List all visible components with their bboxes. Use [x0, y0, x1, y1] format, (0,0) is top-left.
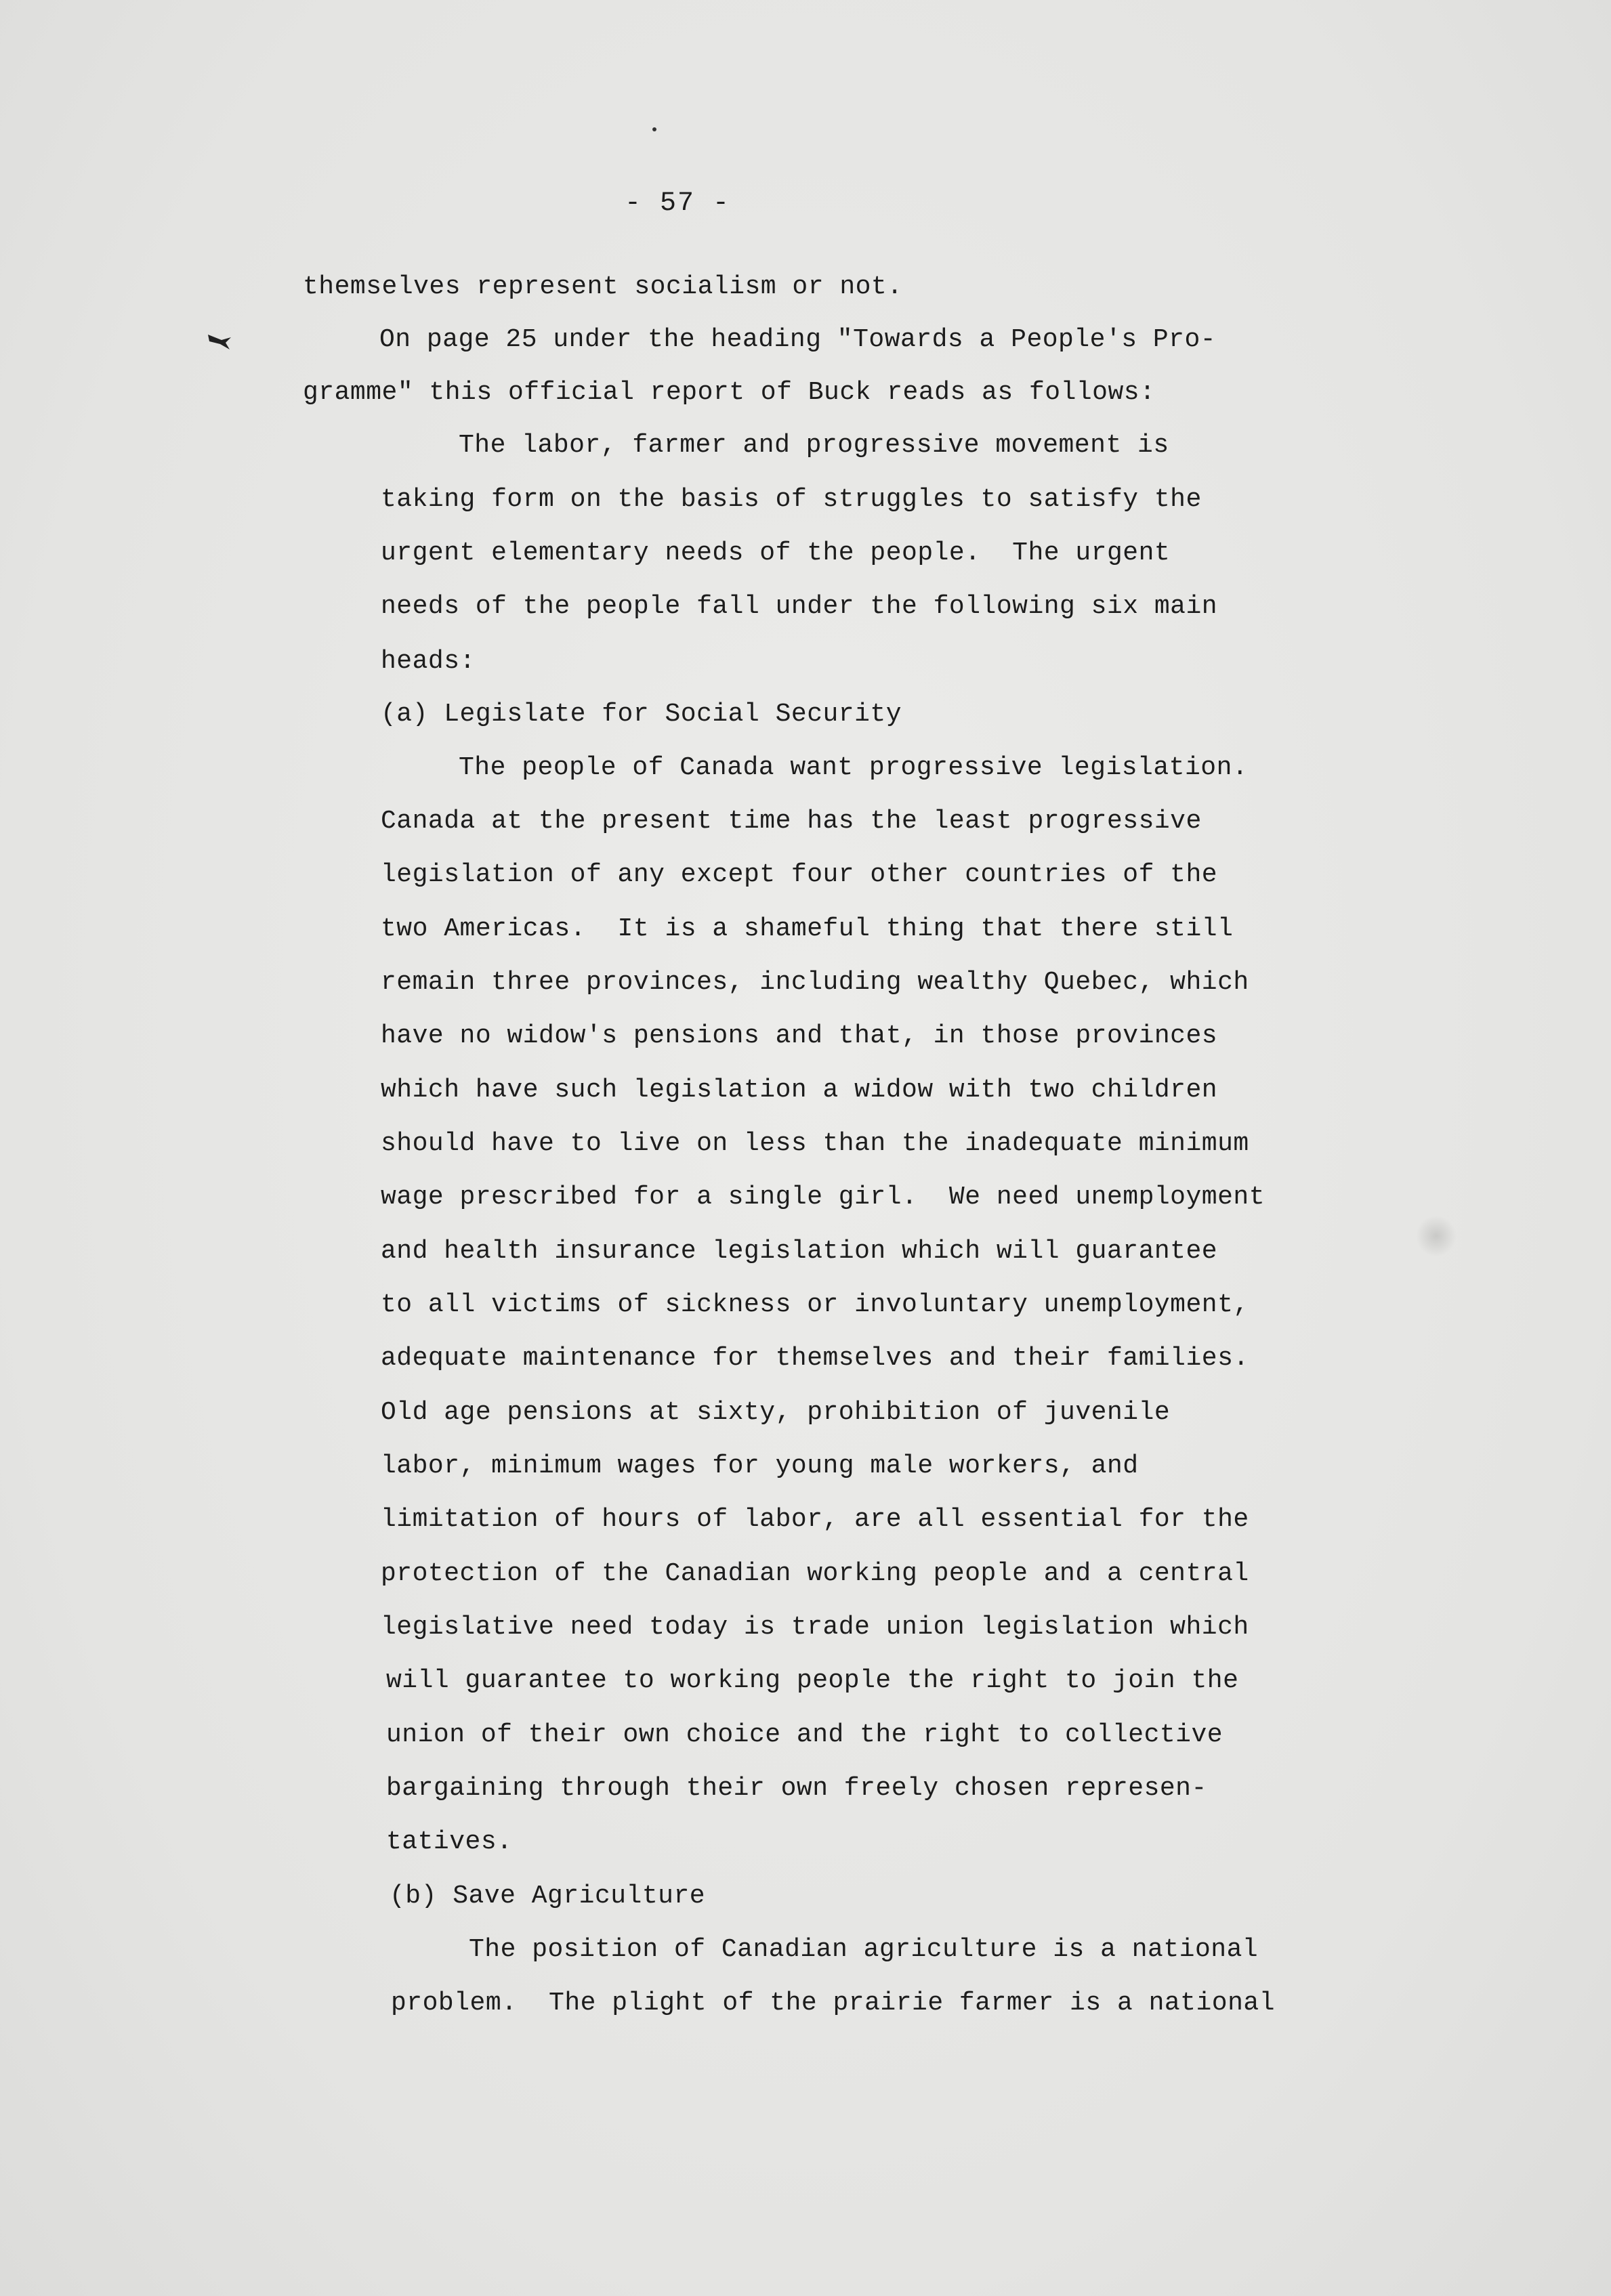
text-line: urgent elementary needs of the people. The urgent — [381, 538, 1171, 568]
text-line: The people of Canada want progressive legislation. — [459, 753, 1249, 782]
text-line: The position of Canadian agriculture is a national — [469, 1935, 1259, 1964]
text-line: will guarantee to working people the right to join the — [386, 1666, 1239, 1695]
section-heading: (a) Legislate for Social Security — [381, 700, 902, 729]
text-line: to all victims of sickness or involuntary unemployment, — [381, 1290, 1249, 1319]
text-line: gramme" this official report of Buck reads as follows: — [303, 378, 1156, 407]
text-line: The labor, farmer and progressive movement is — [459, 431, 1169, 460]
text-line: heads: — [381, 647, 476, 676]
text-line: needs of the people fall under the following six main — [381, 592, 1218, 621]
text-line: legislative need today is trade union legislation which — [381, 1613, 1249, 1642]
text-line: union of their own choice and the right to collective — [386, 1720, 1223, 1749]
text-line: limitation of hours of labor, are all essential for the — [381, 1505, 1249, 1534]
text-line: should have to live on less than the inadequate minimum — [381, 1129, 1249, 1158]
text-line: have no widow's pensions and that, in those provinces — [381, 1021, 1218, 1050]
text-line: taking form on the basis of struggles to satisfy the — [381, 485, 1202, 514]
text-line: bargaining through their own freely chosen represen- — [386, 1774, 1207, 1803]
text-line: legislation of any except four other countries of the — [381, 860, 1218, 889]
text-line: labor, minimum wages for young male workers, and — [381, 1451, 1139, 1481]
text-line: On page 25 under the heading "Towards a People's Pro- — [379, 325, 1217, 354]
text-line: wage prescribed for a single girl. We need unemployment — [381, 1183, 1265, 1212]
text-line: problem. The plight of the prairie farmer is a national — [391, 1989, 1276, 2018]
margin-arrow-icon — [207, 331, 234, 351]
text-line: themselves represent socialism or not. — [303, 272, 903, 301]
text-line: remain three provinces, including wealthy Quebec, which — [381, 968, 1249, 997]
paper-smudge — [1416, 1216, 1457, 1256]
text-line: tatives. — [386, 1827, 513, 1856]
text-line: which have such legislation a widow with two children — [381, 1076, 1218, 1105]
text-line: and health insurance legislation which will guarantee — [381, 1237, 1218, 1266]
text-line: Old age pensions at sixty, prohibition of juvenile — [381, 1398, 1171, 1427]
text-line: two Americas. It is a shameful thing that there still — [381, 914, 1234, 943]
text-line: protection of the Canadian working people and a central — [381, 1559, 1249, 1588]
ink-speck — [652, 127, 656, 131]
text-line: adequate maintenance for themselves and their families. — [381, 1344, 1249, 1373]
page-number: - 57 - — [624, 188, 731, 219]
text-line: Canada at the present time has the least progressive — [381, 807, 1202, 836]
section-heading: (b) Save Agriculture — [390, 1882, 706, 1911]
